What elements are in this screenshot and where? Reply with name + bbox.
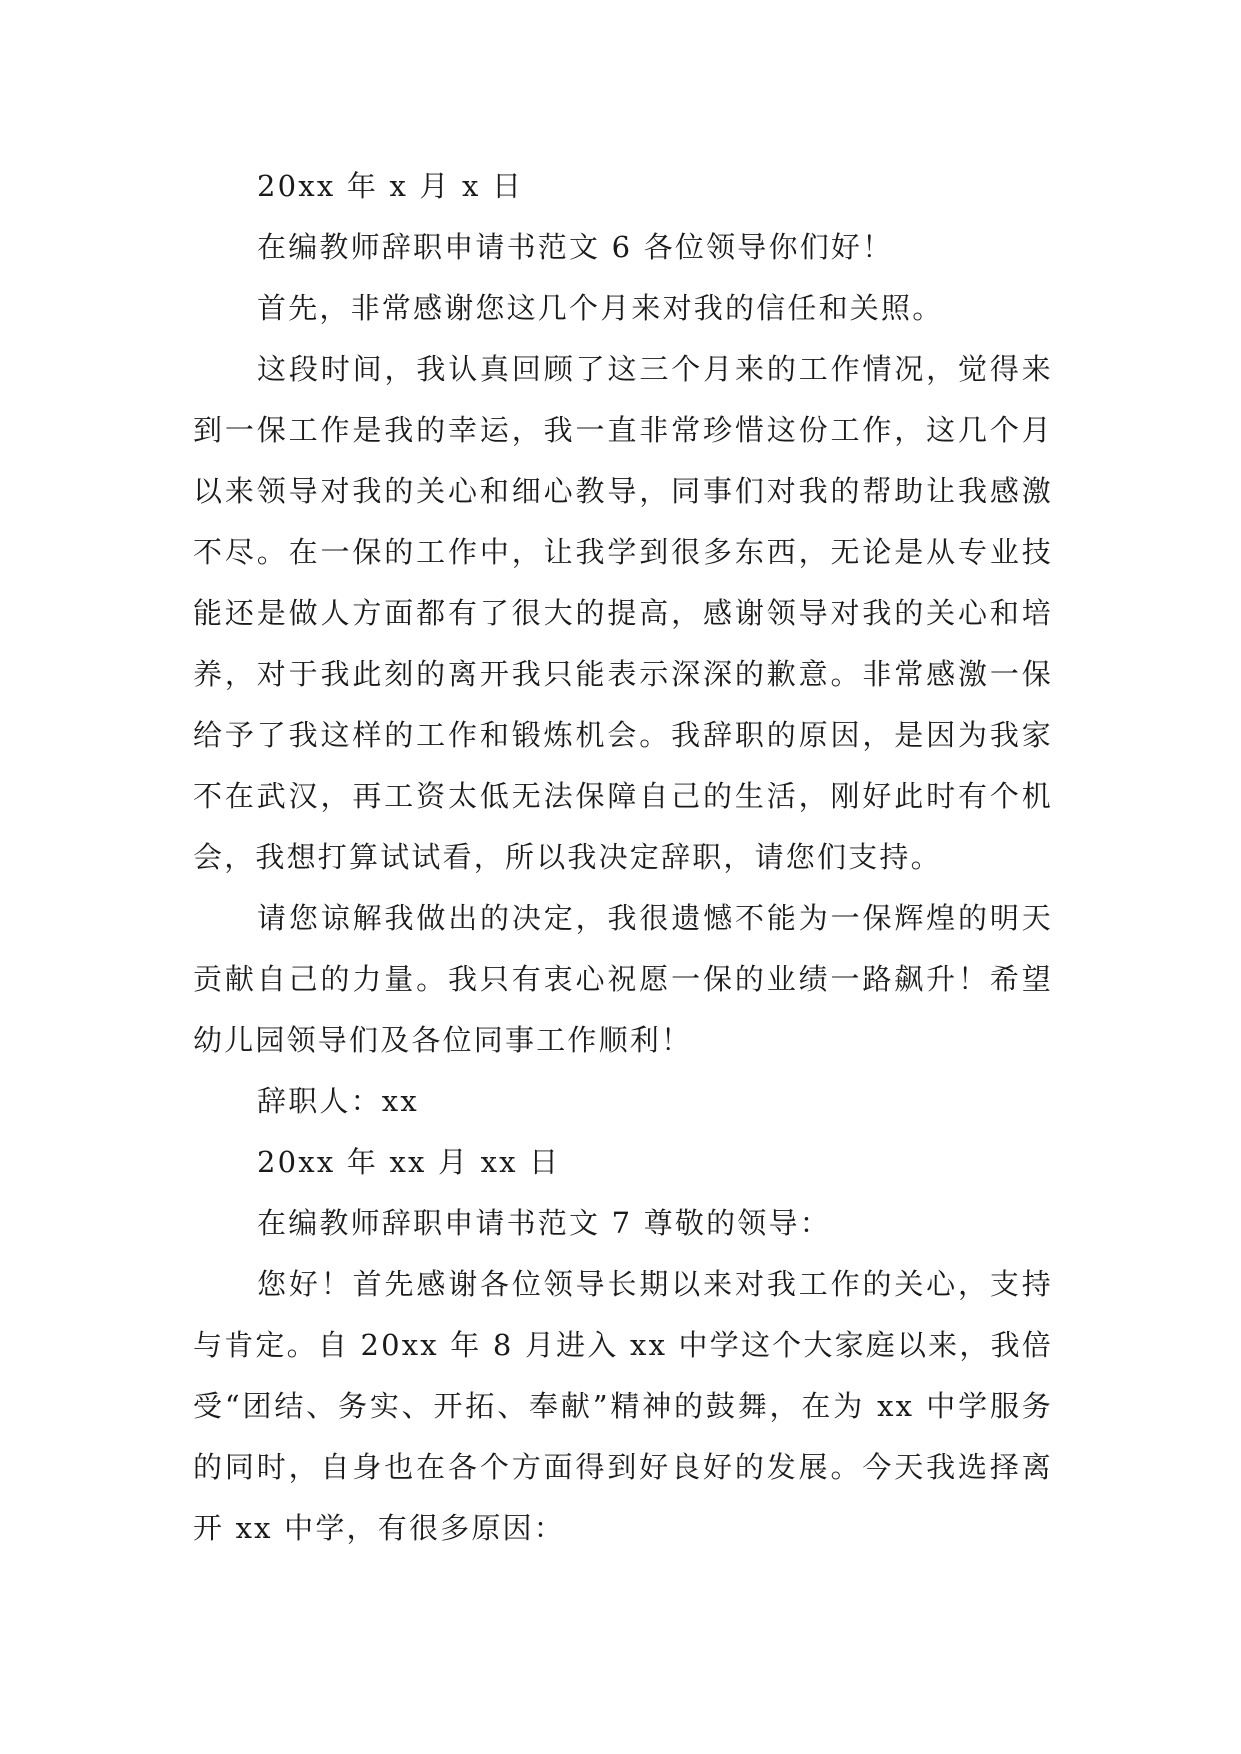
signature-line: 辞职人：xx bbox=[257, 1084, 419, 1118]
body-paragraph: 首先，非常感谢您这几个月来对我的信任和关照。 bbox=[257, 291, 944, 325]
document-body bbox=[193, 156, 1053, 1559]
body-paragraph: 请您谅解我做出的决定，我很遗憾不能为一保辉煌的明天贡献自己的力量。我只有衷心祝愿一保的业绩一路飙升！希望幼儿园领导们及各位同事工作顺利！ bbox=[193, 901, 1053, 1057]
sample-6-heading: 在编教师辞职申请书范文 6 各位领导你们好！ bbox=[257, 230, 894, 264]
date-line: 20xx 年 x 月 x 日 bbox=[257, 169, 524, 203]
body-paragraph: 这段时间，我认真回顾了这三个月来的工作情况，觉得来到一保工作是我的幸运，我一直非常珍惜这份工作，这几个月以来领导对我的关心和细心教导，同事们对我的帮助让我感激不尽。在一保的工作中，让我学到很多东西，无论是从专业技能还是做人方面都有了很大的提高，感谢领导对我的关心和培养，对于我此刻的离开我只能表示深深的歉意。非常感激一保给予了我这样的工作和锻炼机会。我辞职的原因，是因为我家不在武汉，再工资太低无法保障自己的生活，刚好此时有个机会，我想打算试试看，所以我决定辞职，请您们支持。 bbox=[193, 352, 1053, 874]
date-line: 20xx 年 xx 月 xx 日 bbox=[257, 1145, 561, 1179]
body-paragraph: 您好！首先感谢各位领导长期以来对我工作的关心，支持与肯定。自 20xx 年 8 月进入 xx 中学这个大家庭以来，我倍受“团结、务实、开拓、奉献”精神的鼓舞，在为 xx 中学服务的同时，自身也在各个方面得到好良好的发展。今天我选择离开 xx 中学，有很多原因： bbox=[193, 1267, 1053, 1545]
sample-7-heading: 在编教师辞职申请书范文 7 尊敬的领导： bbox=[257, 1206, 831, 1240]
